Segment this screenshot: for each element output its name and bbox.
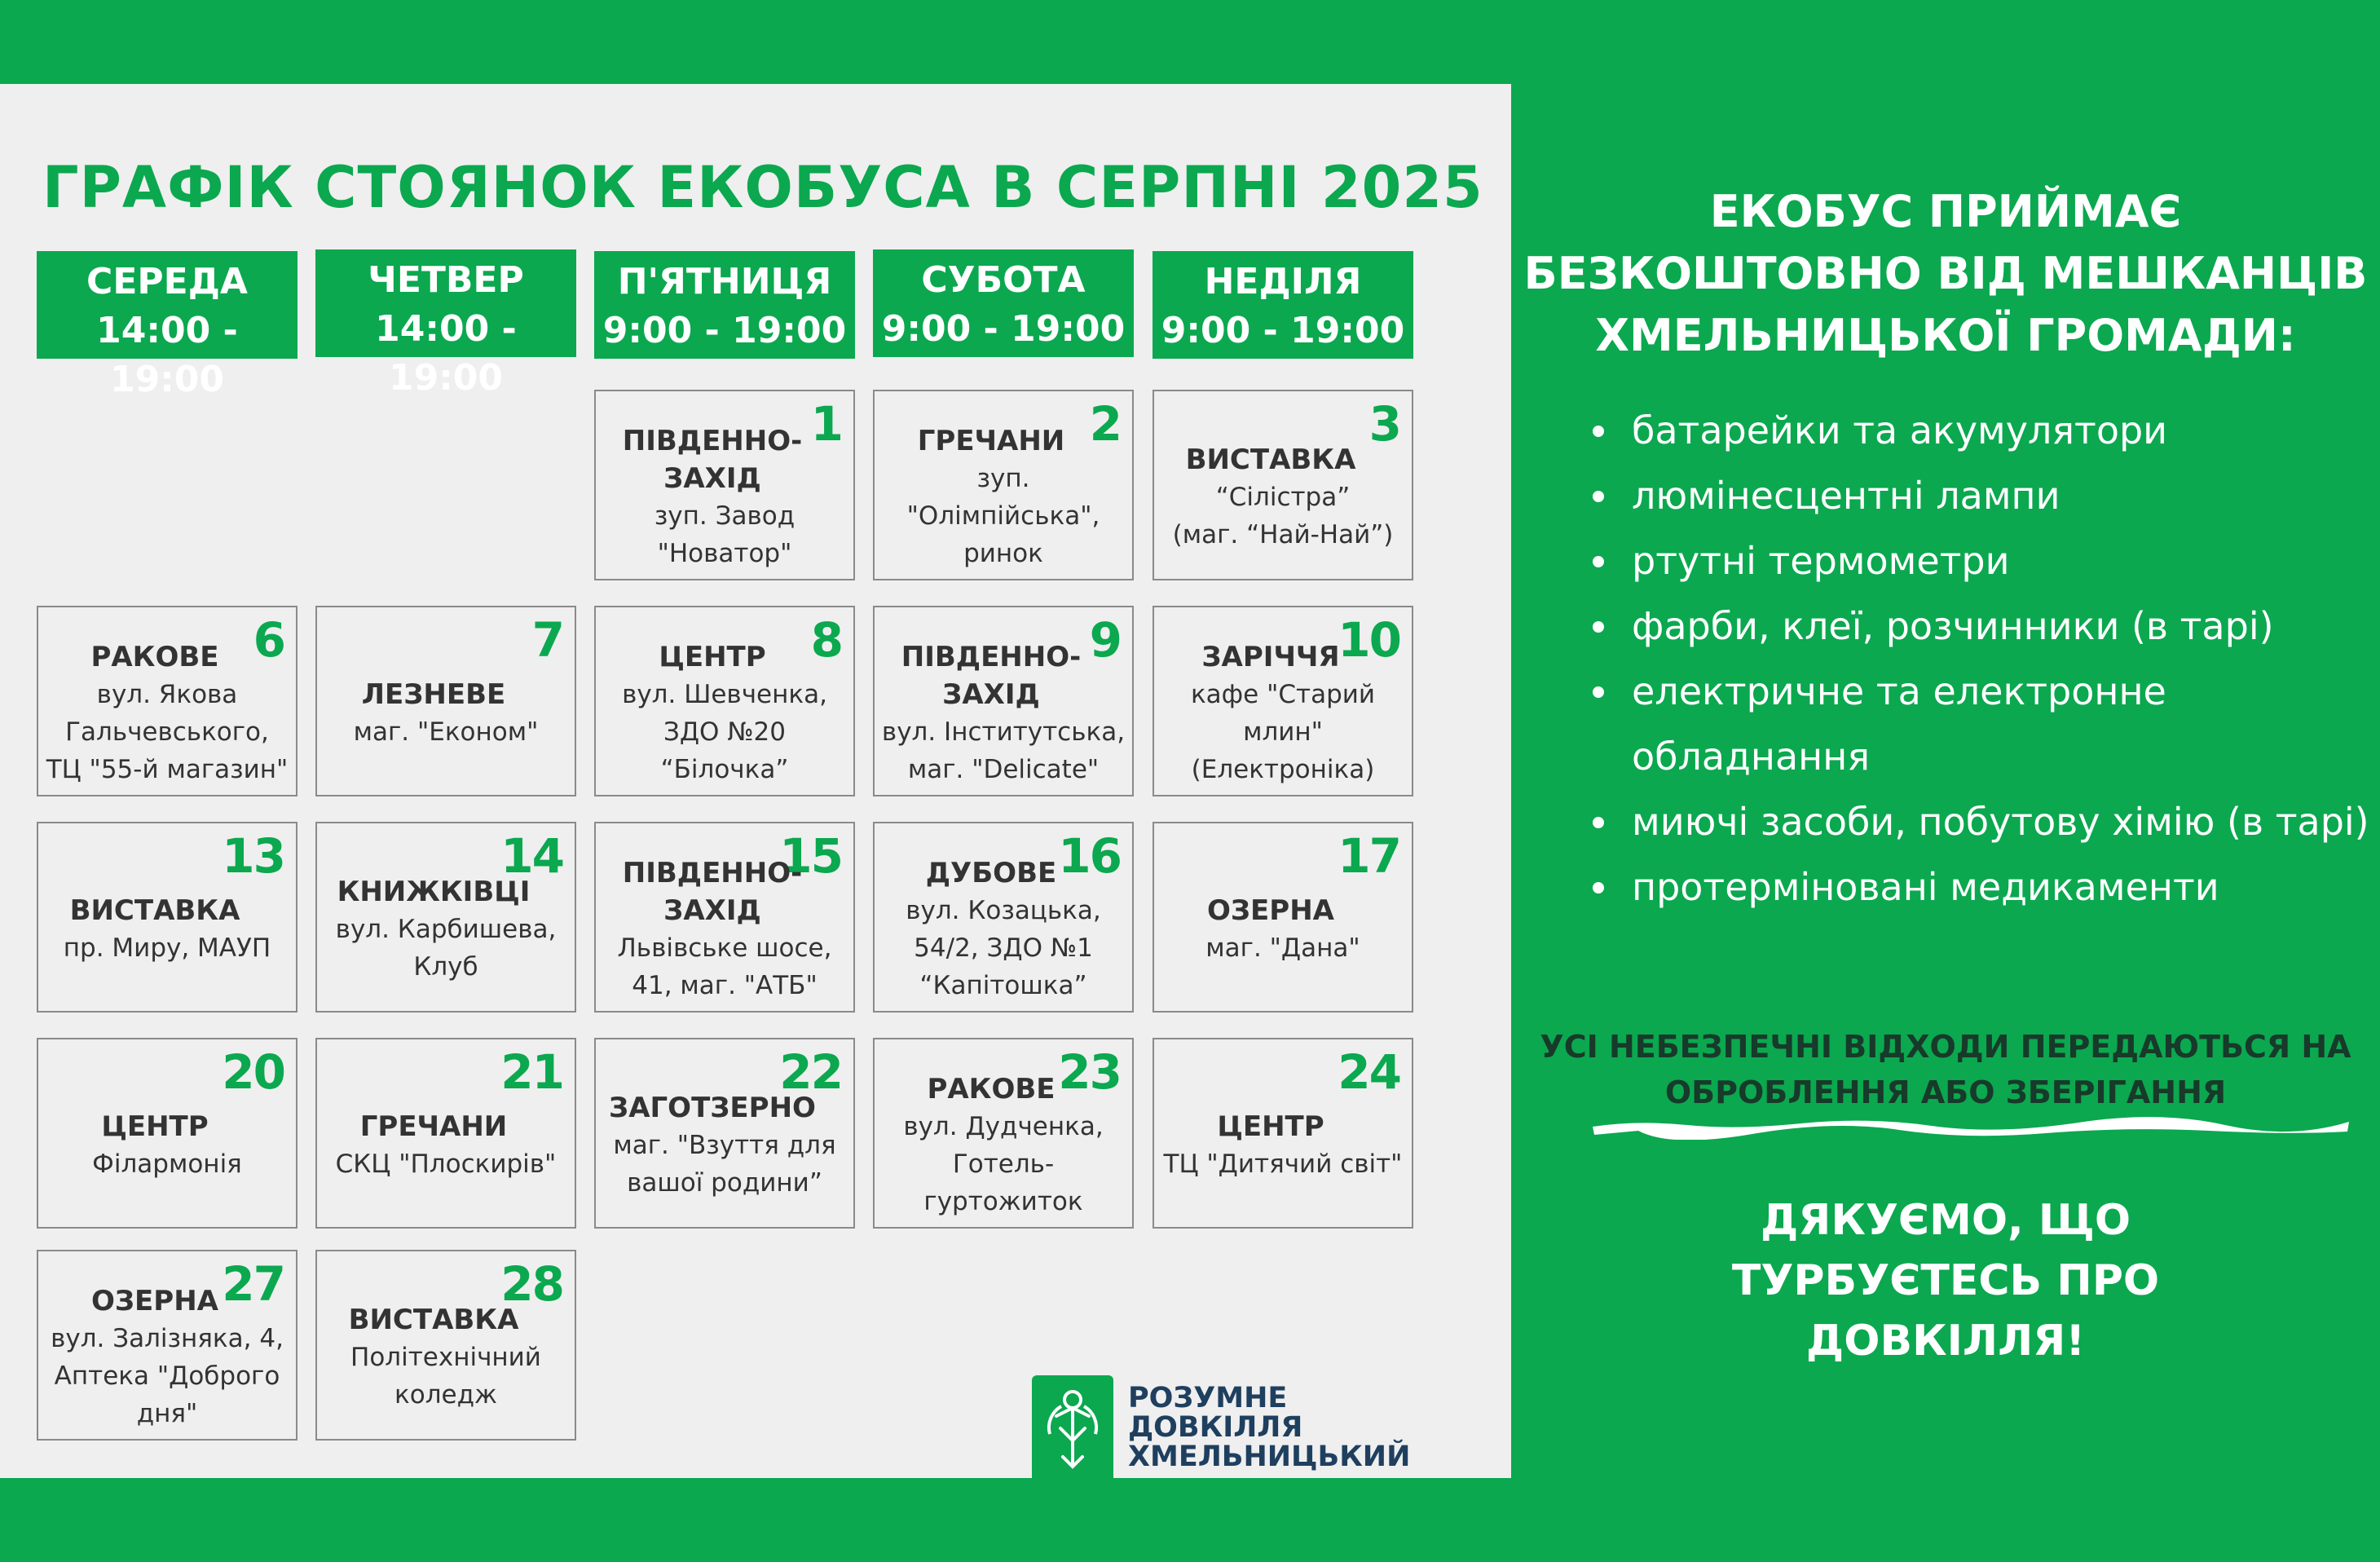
accepted-heading	[1511, 181, 2380, 367]
calendar-cell	[1153, 606, 1413, 796]
day-hours: 9:00 - 19:00	[881, 308, 1126, 350]
stop-address: маг. "Взуття для вашої родини”	[613, 1131, 836, 1198]
day-number: 21	[500, 1044, 563, 1100]
day-number: 6	[253, 612, 284, 668]
day-number: 24	[1338, 1044, 1400, 1100]
calendar-cell	[1153, 822, 1413, 1013]
stop-address: вул. Карбишева, Клуб	[335, 915, 557, 982]
calendar-cell	[37, 1250, 298, 1441]
cell-body	[1154, 1039, 1412, 1227]
day-hours: 9:00 - 19:00	[602, 310, 847, 351]
list-item: батарейки та акумулятори	[1593, 398, 2375, 463]
cell-body	[596, 1039, 853, 1227]
calendar-cell	[594, 822, 855, 1013]
day-number: 10	[1338, 612, 1400, 668]
district-name: РАКОВЕ	[90, 641, 219, 673]
day-number: 2	[1089, 396, 1121, 452]
list-item: електричне та електронне обладнання	[1593, 659, 2375, 789]
day-number: 13	[222, 828, 284, 884]
stop-address: “Сілістра” (маг. “Най-Най”)	[1172, 483, 1394, 549]
cell-body	[875, 607, 1132, 795]
thanks-line: ТУРБУЄТЕСЬ ПРО	[1731, 1256, 2160, 1305]
cell-body	[875, 1039, 1132, 1227]
day-header-sunday	[1153, 251, 1413, 359]
day-header-thursday	[315, 249, 576, 399]
day-number: 22	[779, 1044, 842, 1100]
logo-line: ДОВКІЛЛЯ	[1128, 1411, 1303, 1444]
day-number: 9	[1089, 612, 1121, 668]
district-name: ЗАРІЧЧЯ	[1201, 641, 1340, 673]
cell-body	[596, 607, 853, 795]
calendar-cell	[873, 606, 1134, 796]
district-name: ПІВДЕННО- ЗАХІД	[622, 425, 803, 495]
warning-line: ОБРОБЛЕННЯ АБО ЗБЕРІГАННЯ	[1664, 1074, 2227, 1110]
calendar-cell	[315, 1038, 576, 1229]
cell-body	[38, 823, 296, 1011]
day-header-friday	[594, 251, 855, 359]
day-hours: 14:00 - 19:00	[96, 310, 238, 400]
info-panel	[1511, 0, 2380, 1562]
district-name: ЛЕЗНЕВЕ	[361, 678, 506, 711]
cell-body	[317, 823, 575, 1011]
list-item: миючі засоби, побутову хімію (в тарі)	[1593, 789, 2375, 854]
district-name: ОЗЕРНА	[91, 1285, 218, 1317]
day-number: 27	[222, 1256, 284, 1312]
calendar-cell	[37, 606, 298, 796]
calendar-cell	[315, 1250, 576, 1441]
calendar-cell	[37, 822, 298, 1013]
schedule-panel	[0, 84, 1511, 1478]
day-header-saturday	[873, 249, 1134, 357]
stop-address: вул. Якова Гальчевського, ТЦ "55-й магазин"	[46, 680, 289, 784]
calendar-cell	[1153, 1038, 1413, 1229]
cell-body	[1154, 823, 1412, 1011]
stop-address: маг. "Економ"	[353, 717, 539, 747]
district-name: ГРЕЧАНИ	[359, 1110, 508, 1143]
district-name: КНИЖКІВЦІ	[337, 876, 531, 908]
cell-body	[875, 823, 1132, 1011]
calendar-cell	[594, 606, 855, 796]
warning-line: УСІ НЕБЕЗПЕЧНІ ВІДХОДИ ПЕРЕДАЮТЬСЯ НА	[1540, 1029, 2351, 1065]
cell-body	[317, 1039, 575, 1227]
district-name: ЗАГОТЗЕРНО	[609, 1092, 816, 1124]
calendar-cell	[594, 390, 855, 580]
day-number: 17	[1338, 828, 1400, 884]
cell-body	[1154, 391, 1412, 579]
cell-body	[317, 1251, 575, 1439]
logo-text	[1128, 1383, 1410, 1472]
district-name: ЦЕНТР	[101, 1110, 209, 1143]
day-name: СЕРЕДА	[86, 261, 248, 302]
stop-address: ТЦ "Дитячий світ"	[1163, 1149, 1403, 1179]
stop-address: вул. Інститутська, маг. "Delicate"	[881, 717, 1126, 784]
cell-body	[38, 1251, 296, 1439]
cell-body	[38, 1039, 296, 1227]
day-number: 15	[779, 828, 842, 884]
accepted-items-list	[1593, 398, 2375, 920]
page-title: ГРАФІК СТОЯНОК ЕКОБУСА В СЕРПНІ 2025	[42, 154, 1483, 221]
stop-address: Філармонія	[92, 1149, 242, 1179]
district-name: ЦЕНТР	[1217, 1110, 1324, 1143]
calendar-cell	[873, 822, 1134, 1013]
heading-line: ЕКОБУС ПРИЙМАЄ	[1709, 186, 2182, 237]
warning-note	[1511, 1024, 2380, 1115]
district-name: ПІВДЕННО- ЗАХІД	[622, 857, 803, 927]
brush-stroke-divider	[1589, 1115, 2352, 1140]
list-item: ртутні термометри	[1593, 528, 2375, 593]
recycle-person-icon	[1032, 1375, 1113, 1486]
day-number: 7	[531, 612, 563, 668]
district-name: ОЗЕРНА	[1207, 894, 1334, 927]
district-name: ЦЕНТР	[659, 641, 766, 673]
day-number: 23	[1058, 1044, 1121, 1100]
day-hours: 9:00 - 19:00	[1161, 310, 1405, 351]
calendar-cell	[873, 390, 1134, 580]
stop-address: вул. Залізняка, 4, Аптека "Доброго дня"	[51, 1324, 284, 1428]
logo-line: РОЗУМНЕ	[1128, 1382, 1288, 1414]
calendar-cell	[873, 1038, 1134, 1229]
district-name: ДУБОВЕ	[925, 857, 1057, 889]
heading-line: БЕЗКОШТОВНО ВІД МЕШКАНЦІВ	[1523, 248, 2368, 299]
stop-address: зуп. Завод "Новатор"	[654, 501, 796, 568]
calendar-cell	[594, 1038, 855, 1229]
stop-address: вул. Козацька, 54/2, ЗДО №1 “Капітошка”	[906, 896, 1101, 1000]
thanks-line: ДЯКУЄМО, ЩО	[1760, 1196, 2131, 1245]
district-name: РАКОВЕ	[927, 1073, 1056, 1105]
district-name: ВИСТАВКА	[1185, 443, 1356, 476]
day-hours: 14:00 - 19:00	[375, 308, 517, 399]
list-item: фарби, клеї, розчинники (в тарі)	[1593, 593, 2375, 659]
cell-body	[1154, 607, 1412, 795]
day-name: СУБОТА	[921, 259, 1086, 301]
cell-body	[38, 607, 296, 795]
thanks-line: ДОВКІЛЛЯ!	[1805, 1317, 2086, 1366]
day-number: 1	[810, 396, 842, 452]
stop-address: вул. Шевченка, ЗДО №20 “Білочка”	[622, 680, 827, 784]
district-name: ПІВДЕННО- ЗАХІД	[901, 641, 1082, 711]
cell-body	[596, 391, 853, 579]
district-name: ВИСТАВКА	[348, 1304, 519, 1336]
district-name: ВИСТАВКА	[69, 894, 240, 927]
stop-address: Львівське шосе, 41, маг. "АТБ"	[617, 933, 832, 1000]
stop-address: зуп. "Олімпійська", ринок	[906, 464, 1100, 568]
day-number: 14	[500, 828, 563, 884]
heading-line: ХМЕЛЬНИЦЬКОЇ ГРОМАДИ:	[1595, 310, 2296, 361]
day-name: П'ЯТНИЦЯ	[617, 261, 832, 302]
stop-address: Політехнічний коледж	[350, 1343, 541, 1410]
calendar-cell	[37, 1038, 298, 1229]
stop-address: вул. Дудченка, Готель- гуртожиток	[903, 1112, 1104, 1216]
day-number: 20	[222, 1044, 284, 1100]
day-number: 28	[500, 1256, 563, 1312]
list-item: протерміновані медикаменти	[1593, 854, 2375, 920]
calendar-cell	[1153, 390, 1413, 580]
day-name: НЕДІЛЯ	[1204, 261, 1362, 302]
day-number: 3	[1368, 396, 1400, 452]
day-number: 8	[810, 612, 842, 668]
day-name: ЧЕТВЕР	[368, 259, 524, 301]
logo-line: ХМЕЛЬНИЦЬКИЙ	[1128, 1441, 1411, 1473]
district-name: ГРЕЧАНИ	[917, 425, 1065, 457]
list-item: люмінесцентні лампи	[1593, 463, 2375, 528]
cell-body	[596, 823, 853, 1011]
calendar-cell	[315, 822, 576, 1013]
cell-body	[317, 607, 575, 795]
stop-address: кафе "Старий млин" (Електроніка)	[1190, 680, 1376, 784]
day-header-wednesday	[37, 251, 298, 400]
calendar-cell	[315, 606, 576, 796]
day-number: 16	[1058, 828, 1121, 884]
stop-address: СКЦ "Плоскирів"	[335, 1149, 557, 1179]
cell-body	[875, 391, 1132, 579]
thanks-message	[1511, 1190, 2380, 1371]
stop-address: маг. "Дана"	[1205, 933, 1360, 963]
stop-address: пр. Миру, МАУП	[63, 933, 271, 963]
logo	[1032, 1375, 1488, 1489]
